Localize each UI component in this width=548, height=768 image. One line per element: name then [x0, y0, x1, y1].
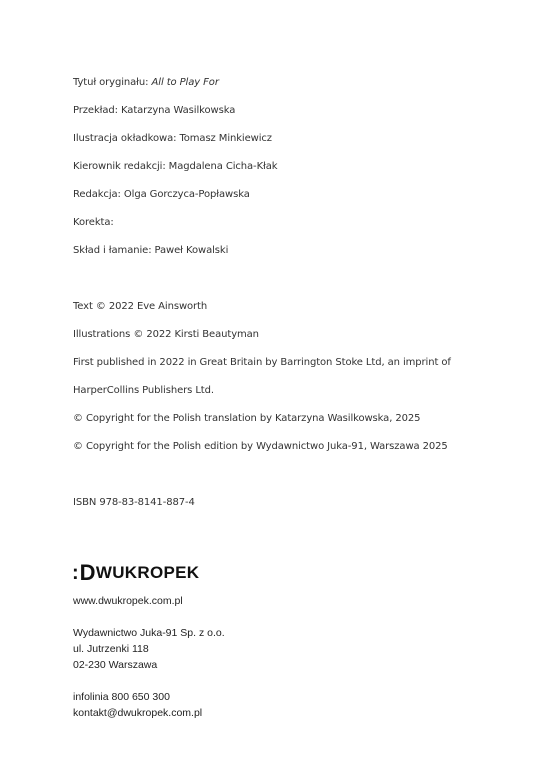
editing-credit: Redakcja: Olga Gorczyca-Popławska: [73, 189, 250, 200]
editor-in-chief-credit: Kierownik redakcji: Magdalena Cicha-Kłak: [73, 161, 278, 172]
typesetting-credit: Skład i łamanie: Paweł Kowalski: [73, 245, 229, 256]
edition-copyright: © Copyright for the Polish edition by Wydawnictwo Juka-91, Warszawa 2025: [73, 441, 448, 452]
text-copyright: Text © 2022 Eve Ainsworth: [73, 301, 208, 312]
original-title-line: [73, 76, 219, 90]
proofreading-credit: Korekta:: [73, 217, 114, 228]
original-title-label: Tytuł oryginału:: [73, 77, 149, 88]
publisher-website: www.dwukropek.com.pl: [73, 595, 183, 607]
publisher-city: 02-230 Warszawa: [73, 659, 158, 671]
logo-colon: :: [72, 562, 79, 584]
publisher-name: Wydawnictwo Juka-91 Sp. z o.o.: [73, 627, 225, 639]
original-title: All to Play For: [151, 77, 219, 88]
logo-wordmark: WUKROPEK: [95, 563, 200, 582]
first-published-line-2: HarperCollins Publishers Ltd.: [73, 385, 214, 396]
illustrations-copyright: Illustrations © 2022 Kirsti Beautyman: [73, 329, 259, 340]
publisher-street: ul. Jutrzenki 118: [73, 643, 149, 655]
publisher-logo: [72, 561, 199, 585]
first-published-line-1: First published in 2022 in Great Britain by Barrington Stoke Ltd, an imprint of: [73, 357, 451, 368]
publisher-email: kontakt@dwukropek.com.pl: [73, 707, 203, 719]
cover-illustration-credit: Ilustracja okładkowa: Tomasz Minkiewicz: [73, 133, 272, 144]
translation-credit: Przekład: Katarzyna Wasilkowska: [73, 105, 236, 116]
logo-initial: D: [79, 560, 96, 585]
translation-copyright: © Copyright for the Polish translation by Katarzyna Wasilkowska, 2025: [73, 413, 421, 424]
isbn: ISBN 978-83-8141-887-4: [73, 497, 195, 508]
publisher-hotline: infolinia 800 650 300: [73, 691, 170, 703]
